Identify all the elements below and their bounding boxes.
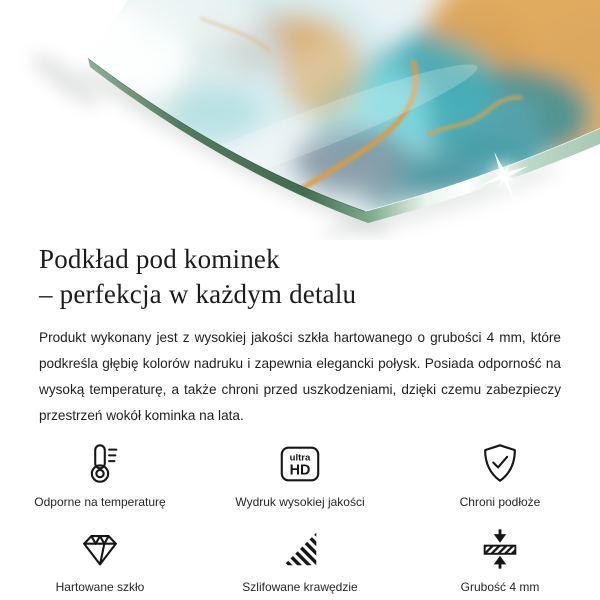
feature-label: Szlifowane krawędzie bbox=[242, 580, 358, 594]
product-photo bbox=[0, 0, 600, 240]
feature-label: Wydruk wysokiej jakości bbox=[235, 495, 365, 509]
shield-check-icon bbox=[477, 441, 523, 487]
feature-label: Grubość 4 mm bbox=[460, 580, 540, 594]
polished-edges-icon bbox=[277, 526, 323, 572]
thickness-icon bbox=[477, 526, 523, 572]
ultra-hd-badge-top: ultra bbox=[289, 452, 311, 464]
page-title bbox=[39, 240, 561, 312]
title-line-1: Podkład pod kominek bbox=[39, 244, 280, 274]
feature-thickness bbox=[400, 526, 600, 595]
diamond-icon bbox=[77, 526, 123, 572]
feature-label: Odporne na temperaturę bbox=[34, 495, 166, 509]
feature-polished-edges bbox=[200, 526, 400, 595]
ultra-hd-badge-bottom: HD bbox=[289, 462, 311, 479]
feature-grid bbox=[0, 441, 600, 595]
feature-label: Hartowane szkło bbox=[55, 580, 145, 594]
title-line-2: – perfekcja w każdym detalu bbox=[39, 279, 357, 309]
thermometer-icon bbox=[77, 441, 123, 487]
feature-tempered-glass bbox=[0, 526, 200, 595]
feature-protects-floor bbox=[400, 441, 600, 510]
feature-label: Chroni podłoże bbox=[459, 495, 541, 509]
feature-print-quality bbox=[200, 441, 400, 510]
feature-temperature bbox=[0, 441, 200, 510]
product-description-text: Produkt wykonany jest z wysokiej jakości szkła hartowanego o grubości 4 mm, które podkreśla głębię kolorów nadruku i zapewnia elegancki połysk. Posiada odporność na wysoką temperaturę, a także chroni przed uszkodzeniami, dzięki czemu zabezpieczy przestrzeń wokół kominka na lata. bbox=[39, 330, 561, 423]
ultra-hd-icon bbox=[277, 441, 323, 487]
